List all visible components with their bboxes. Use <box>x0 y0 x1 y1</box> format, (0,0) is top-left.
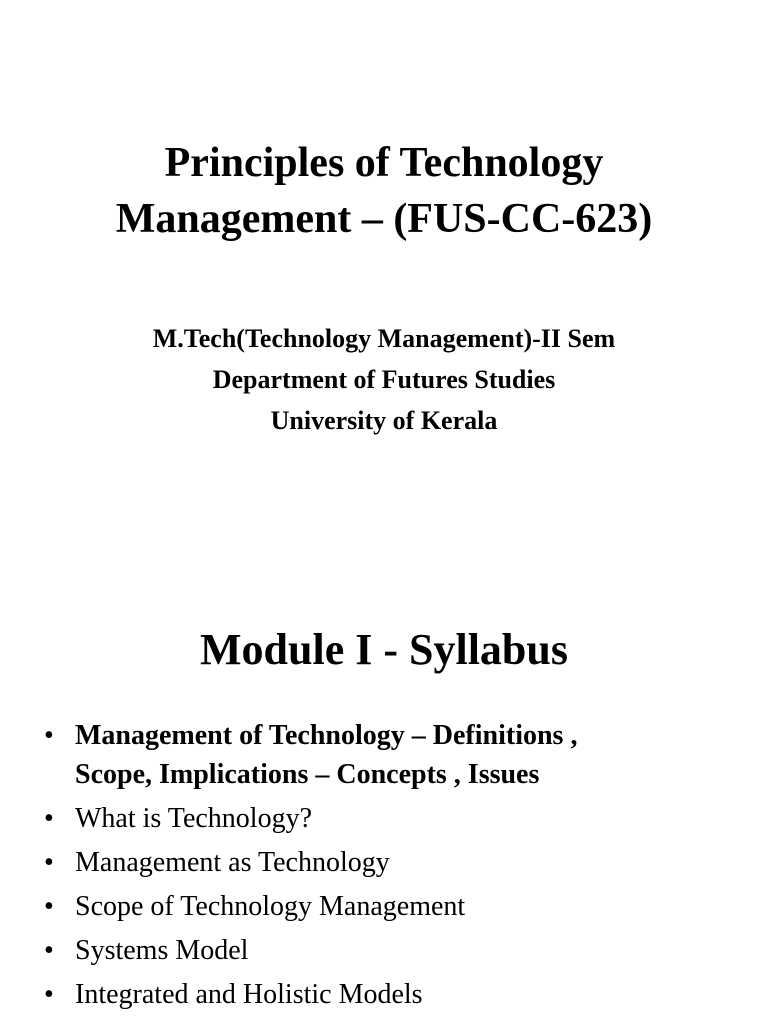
bullet-5-text: Systems Model <box>75 935 249 966</box>
subtitle-program: M.Tech(Technology Management)-II Sem <box>152 324 616 353</box>
module-title: Module I - Syllabus <box>200 625 568 674</box>
slide-syllabus <box>0 512 768 1024</box>
subtitle-university: University of Kerala <box>270 406 498 435</box>
bullet-icon: • <box>44 935 54 966</box>
subtitle-department: Department of Futures Studies <box>212 365 556 394</box>
bullet-item-2 <box>0 799 768 838</box>
bullet-3-text: Management as Technology <box>75 847 390 878</box>
bullet-item-4 <box>0 887 768 926</box>
bullet-icon: • <box>44 979 54 1010</box>
slide-subtitle <box>0 318 768 441</box>
bullet-1-line-1: Management of Technology – Definitions , <box>75 720 578 751</box>
title-line-1: Principles of Technology <box>164 140 604 186</box>
bullet-icon: • <box>44 720 54 751</box>
bullet-icon: • <box>44 891 54 922</box>
bullet-item-1 <box>0 716 768 794</box>
bullet-icon: • <box>44 803 54 834</box>
bullet-6-text: Integrated and Holistic Models <box>75 979 423 1010</box>
bullet-1-line-2: Scope, Implications – Concepts , Issues <box>75 759 540 790</box>
bullet-2-text: What is Technology? <box>75 803 313 834</box>
slide-title-heading <box>0 135 768 247</box>
title-line-2: Management – (FUS-CC-623) <box>115 196 653 242</box>
bullet-item-3 <box>0 843 768 882</box>
bullet-item-5 <box>0 931 768 970</box>
bullet-icon: • <box>44 847 54 878</box>
bullet-4-text: Scope of Technology Management <box>75 891 466 922</box>
syllabus-bullet-list <box>0 716 768 1019</box>
bullet-item-6 <box>0 975 768 1014</box>
